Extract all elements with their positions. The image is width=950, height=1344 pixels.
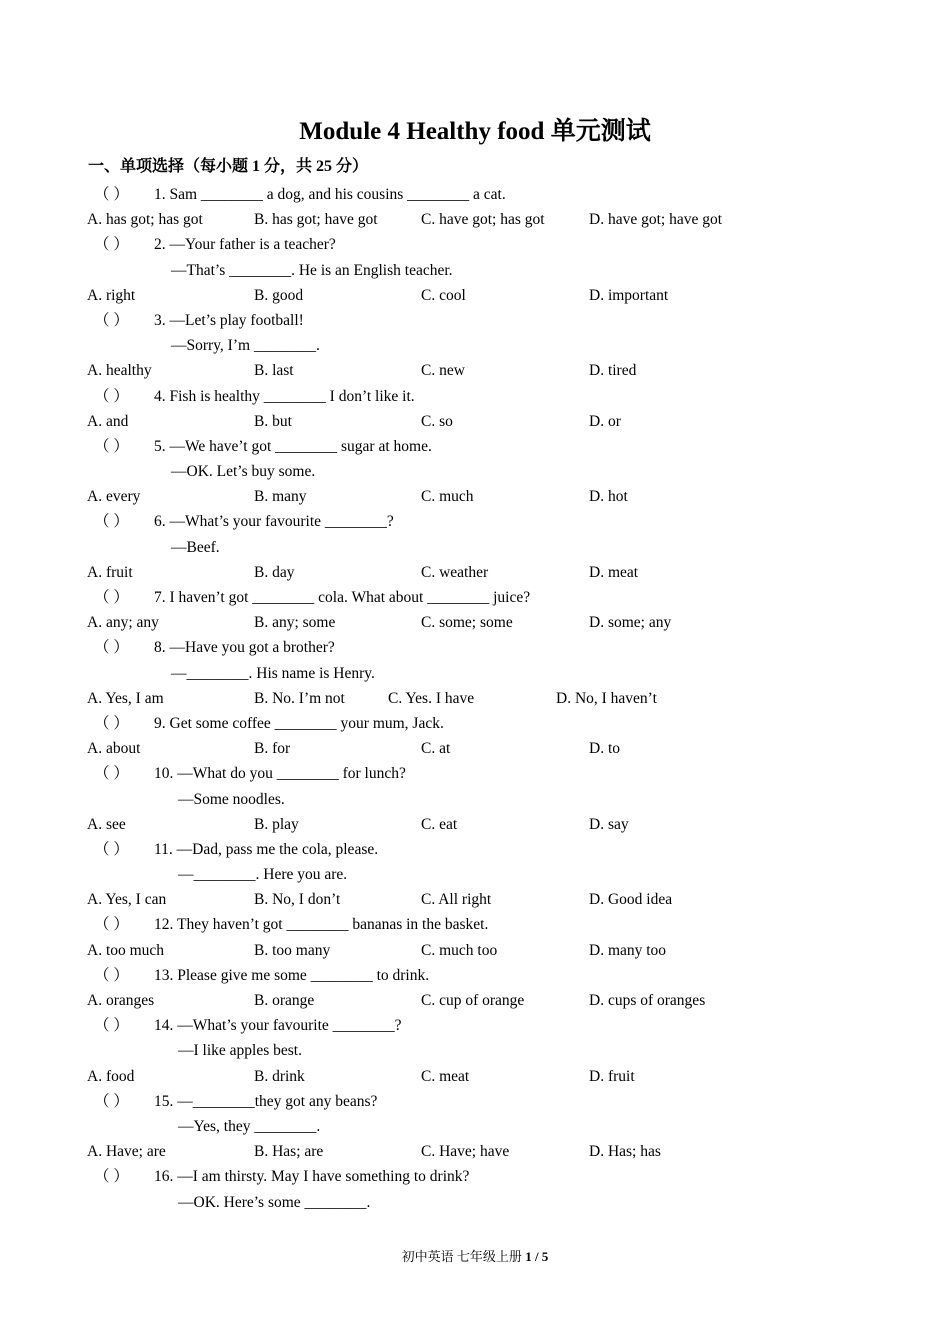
- options-line: [0, 887, 950, 912]
- question-stem: 6. —What’s your favourite ________?: [154, 513, 394, 531]
- question-stem: 13. Please give me some ________ to drink.: [154, 966, 430, 984]
- options-line: [0, 283, 950, 308]
- option-a: A. Yes, I can: [87, 891, 167, 909]
- option-c: C. much: [421, 488, 474, 506]
- options-line: [0, 686, 950, 711]
- option-b: B. any; some: [254, 614, 336, 632]
- question-stem: 10. —What do you ________ for lunch?: [154, 765, 406, 783]
- options-line: [0, 358, 950, 383]
- section-heading: 一、单项选择（每小题 1 分，共 25 分）: [88, 158, 369, 175]
- answer-blank[interactable]: （ ）: [94, 639, 129, 657]
- option-d: D. fruit: [589, 1067, 635, 1085]
- dialogue-line: [0, 459, 950, 484]
- answer-blank[interactable]: （ ）: [94, 1017, 129, 1035]
- question-stem: 7. I haven’t got ________ cola. What about ________ juice?: [154, 589, 531, 606]
- option-d: D. tired: [589, 362, 637, 380]
- option-b: B. No. I’m not: [254, 689, 345, 707]
- dialogue-reply: —________. His name is Henry.: [171, 664, 375, 682]
- answer-blank[interactable]: （ ）: [94, 1092, 129, 1110]
- question-stem-line: [0, 585, 950, 610]
- option-a: A. fruit: [87, 563, 133, 581]
- options-line: [0, 1139, 950, 1164]
- option-b: B. but: [254, 412, 292, 430]
- answer-blank[interactable]: （ ）: [94, 437, 129, 455]
- question-stem: 8. —Have you got a brother?: [154, 639, 335, 657]
- question-stem: 2. —Your father is a teacher?: [154, 236, 336, 254]
- option-c: C. cup of orange: [421, 992, 525, 1009]
- dialogue-reply: —OK. Let’s buy some.: [171, 463, 316, 481]
- option-c: C. All right: [421, 891, 492, 909]
- option-b: B. for: [254, 740, 291, 758]
- option-c: C. eat: [421, 815, 458, 833]
- question-stem-line: [0, 1089, 950, 1114]
- question-stem-line: [0, 384, 950, 409]
- answer-blank[interactable]: （ ）: [94, 186, 129, 203]
- option-d: D. meat: [589, 563, 639, 581]
- question-stem: 15. —________they got any beans?: [154, 1092, 378, 1110]
- option-b: B. play: [254, 815, 299, 833]
- answer-blank[interactable]: （ ）: [94, 840, 129, 858]
- question-stem: 3. —Let’s play football!: [154, 311, 304, 329]
- option-d: D. cups of oranges: [589, 992, 706, 1009]
- answer-blank[interactable]: （ ）: [94, 765, 129, 783]
- question-stem-line: [0, 761, 950, 786]
- options-line: [0, 610, 950, 635]
- options-line: [0, 207, 950, 232]
- question-stem: 9. Get some coffee ________ your mum, Jack.: [154, 714, 444, 732]
- question-stem-line: [0, 232, 950, 257]
- options-line: [0, 560, 950, 585]
- question-stem-line: [0, 182, 950, 207]
- options-line: [0, 736, 950, 761]
- option-a: A. see: [87, 815, 126, 833]
- page-number: 1 / 5: [525, 1249, 549, 1264]
- dialogue-line: [0, 862, 950, 887]
- option-c: C. so: [421, 412, 453, 430]
- question-stem-line: [0, 912, 950, 937]
- option-b: B. good: [254, 286, 304, 304]
- dialogue-reply: —Beef.: [171, 538, 220, 556]
- option-a: A. any; any: [87, 614, 159, 632]
- question-stem-line: [0, 509, 950, 534]
- option-d: D. say: [589, 815, 629, 833]
- option-d: D. to: [589, 740, 620, 758]
- dialogue-line: [0, 787, 950, 812]
- option-c: C. weather: [421, 563, 489, 581]
- option-c: C. have got; has got: [421, 211, 545, 229]
- answer-blank[interactable]: （ ）: [94, 966, 129, 984]
- option-d: D. many too: [589, 941, 667, 959]
- option-b: B. drink: [254, 1067, 305, 1085]
- question-stem-line: [0, 837, 950, 862]
- footer-label: 初中英语 七年级上册: [401, 1249, 526, 1264]
- dialogue-line: [0, 661, 950, 686]
- option-c: C. at: [421, 740, 451, 758]
- option-d: D. or: [589, 412, 621, 430]
- answer-blank[interactable]: （ ）: [94, 916, 129, 934]
- option-d: D. Has; has: [589, 1143, 661, 1161]
- page-footer: [0, 1246, 950, 1265]
- option-c: C. some; some: [421, 614, 513, 632]
- option-c: C. Yes. I have: [388, 689, 475, 707]
- question-stem: 4. Fish is healthy ________ I don’t like it.: [154, 387, 415, 405]
- dialogue-line: [0, 535, 950, 560]
- answer-blank[interactable]: （ ）: [94, 1168, 129, 1186]
- option-a: A. right: [87, 286, 136, 304]
- option-b: B. last: [254, 362, 294, 380]
- option-c: C. Have; have: [421, 1143, 510, 1161]
- option-d: D. hot: [589, 488, 628, 506]
- option-c: C. cool: [421, 286, 466, 304]
- option-a: A. too much: [87, 941, 165, 959]
- option-a: A. and: [87, 412, 129, 430]
- option-a: A. every: [87, 488, 141, 506]
- answer-blank[interactable]: （ ）: [94, 589, 129, 606]
- option-d: D. No, I haven’t: [556, 689, 657, 707]
- dialogue-line: [0, 333, 950, 358]
- option-a: A. has got; has got: [87, 211, 203, 229]
- dialogue-reply: —Sorry, I’m ________.: [171, 337, 320, 355]
- dialogue-line: [0, 1038, 950, 1063]
- options-line: [0, 812, 950, 837]
- option-b: B. many: [254, 488, 307, 506]
- answer-blank[interactable]: （ ）: [94, 387, 129, 405]
- option-c: C. meat: [421, 1067, 470, 1085]
- question-stem: 5. —We have’t got ________ sugar at home.: [154, 437, 432, 455]
- dialogue-reply: —________. Here you are.: [178, 866, 348, 884]
- question-stem-line: [0, 1164, 950, 1189]
- option-b: B. orange: [254, 992, 315, 1009]
- page-title: Module 4 Healthy food 单元测试: [299, 118, 651, 145]
- options-line: [0, 1064, 950, 1089]
- option-b: B. day: [254, 563, 295, 581]
- answer-blank[interactable]: （ ）: [94, 513, 129, 531]
- options-line: [0, 484, 950, 509]
- dialogue-reply: —Yes, they ________.: [178, 1117, 321, 1135]
- question-stem: 11. —Dad, pass me the cola, please.: [154, 840, 379, 858]
- question-list: [0, 182, 950, 1215]
- dialogue-reply: —OK. Here’s some ________.: [178, 1193, 371, 1211]
- option-d: D. some; any: [589, 614, 672, 632]
- option-b: B. No, I don’t: [254, 891, 341, 909]
- question-stem-line: [0, 635, 950, 660]
- question-stem-line: [0, 963, 950, 988]
- question-stem-line: [0, 308, 950, 333]
- question-stem-line: [0, 1013, 950, 1038]
- option-a: A. Yes, I am: [87, 689, 164, 707]
- dialogue-line: [0, 1114, 950, 1139]
- question-stem: 1. Sam ________ a dog, and his cousins ________ a cat.: [154, 186, 506, 203]
- answer-blank[interactable]: （ ）: [94, 236, 129, 254]
- option-b: B. too many: [254, 941, 331, 959]
- question-stem: 14. —What’s your favourite ________?: [154, 1017, 402, 1035]
- dialogue-reply: —Some noodles.: [178, 790, 285, 808]
- dialogue-line: [0, 1190, 950, 1215]
- question-stem: 16. —I am thirsty. May I have something to drink?: [154, 1168, 470, 1186]
- question-stem-line: [0, 711, 950, 736]
- option-b: B. has got; have got: [254, 211, 378, 229]
- option-a: A. Have; are: [87, 1143, 166, 1161]
- dialogue-reply: —I like apples best.: [178, 1042, 302, 1060]
- options-line: [0, 988, 950, 1013]
- question-stem: 12. They haven’t got ________ bananas in the basket.: [154, 916, 489, 934]
- option-d: D. Good idea: [589, 891, 673, 909]
- question-stem-line: [0, 434, 950, 459]
- options-line: [0, 938, 950, 963]
- dialogue-reply: —That’s ________. He is an English teacher.: [171, 261, 453, 279]
- option-c: C. new: [421, 362, 465, 380]
- option-c: C. much too: [421, 941, 498, 959]
- option-a: A. food: [87, 1067, 135, 1085]
- option-a: A. oranges: [87, 992, 155, 1009]
- option-a: A. about: [87, 740, 141, 758]
- answer-blank[interactable]: （ ）: [94, 714, 129, 732]
- option-d: D. have got; have got: [589, 211, 723, 229]
- answer-blank[interactable]: （ ）: [94, 311, 129, 329]
- options-line: [0, 409, 950, 434]
- option-a: A. healthy: [87, 362, 152, 380]
- dialogue-line: [0, 258, 950, 283]
- option-d: D. important: [589, 286, 669, 304]
- option-b: B. Has; are: [254, 1143, 324, 1161]
